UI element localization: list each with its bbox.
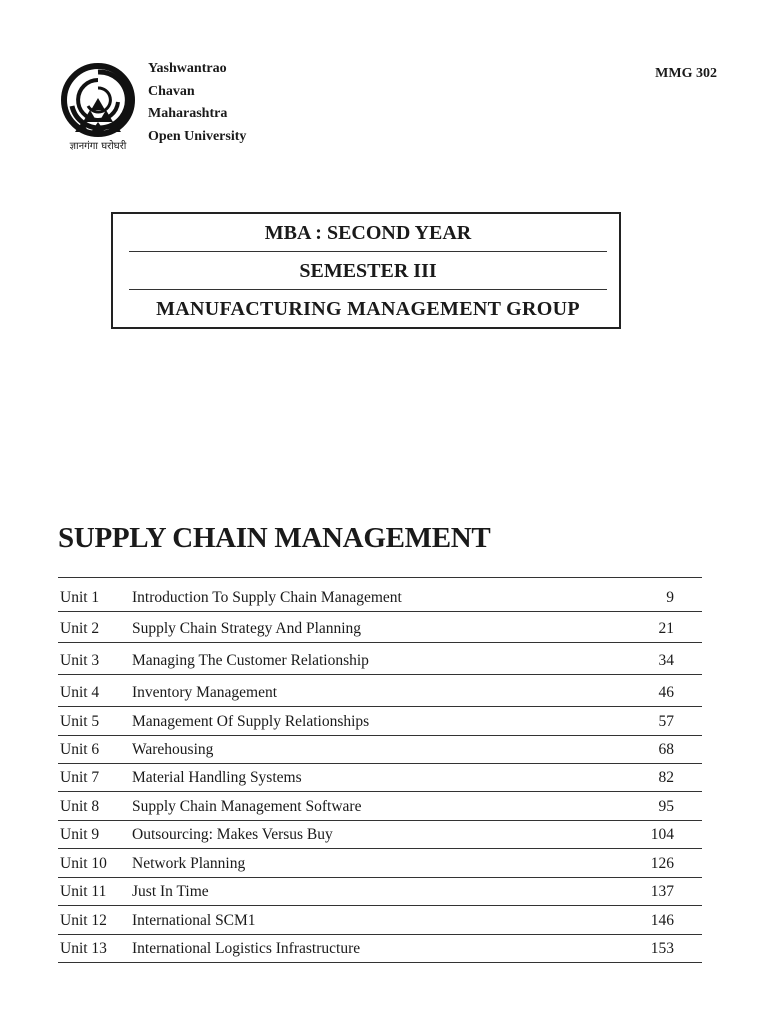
toc-page: 82 bbox=[658, 769, 674, 786]
program-box bbox=[111, 212, 621, 329]
toc-page: 153 bbox=[650, 940, 674, 957]
university-name-line: Open University bbox=[148, 128, 247, 144]
course-code: MMG 302 bbox=[655, 66, 717, 81]
toc-row bbox=[58, 643, 702, 675]
logo-caption: ज्ञानगंगा घरोघरी bbox=[69, 141, 127, 152]
toc-page: 104 bbox=[650, 826, 674, 843]
toc-unit: Unit 1 bbox=[60, 589, 100, 606]
toc-page: 137 bbox=[650, 883, 674, 900]
toc-page: 146 bbox=[650, 912, 674, 929]
toc-unit: Unit 3 bbox=[60, 652, 100, 669]
toc-unit: Unit 13 bbox=[60, 940, 107, 957]
logo-emblem-icon bbox=[60, 62, 136, 138]
toc-row bbox=[58, 675, 702, 707]
program-year: MBA : SECOND YEAR bbox=[264, 222, 472, 244]
program-group: MANUFACTURING MANAGEMENT GROUP bbox=[156, 298, 580, 320]
toc-unit: Unit 8 bbox=[60, 798, 100, 815]
toc-topic: International Logistics Infrastructure bbox=[132, 940, 361, 957]
toc-topic: Management Of Supply Relationships bbox=[132, 713, 370, 730]
toc-page: 21 bbox=[658, 620, 674, 637]
toc-unit: Unit 7 bbox=[60, 769, 100, 786]
toc-topic: Managing The Customer Relationship bbox=[132, 652, 369, 669]
toc-topic: Network Planning bbox=[132, 855, 246, 872]
document-header bbox=[60, 58, 720, 158]
program-divider bbox=[129, 289, 607, 290]
toc-row bbox=[58, 612, 702, 643]
toc-unit: Unit 12 bbox=[60, 912, 107, 929]
university-logo-icon bbox=[60, 62, 136, 154]
toc-row bbox=[58, 764, 702, 792]
university-name-line: Yashwantrao bbox=[148, 61, 227, 76]
toc-unit: Unit 6 bbox=[60, 741, 100, 758]
toc-row bbox=[58, 792, 702, 821]
toc-page: 34 bbox=[658, 652, 674, 669]
toc-topic: Supply Chain Strategy And Planning bbox=[132, 620, 362, 637]
toc-page: 126 bbox=[650, 855, 674, 872]
toc-unit: Unit 9 bbox=[60, 826, 100, 843]
toc-unit: Unit 11 bbox=[60, 883, 107, 900]
table-of-contents bbox=[58, 577, 702, 963]
toc-topic: Introduction To Supply Chain Management bbox=[132, 589, 402, 606]
toc-topic: Supply Chain Management Software bbox=[132, 798, 362, 815]
toc-row bbox=[58, 707, 702, 736]
document-title: SUPPLY CHAIN MANAGEMENT bbox=[58, 522, 491, 554]
toc-row bbox=[58, 736, 702, 764]
university-name bbox=[148, 58, 246, 148]
toc-unit: Unit 5 bbox=[60, 713, 100, 730]
toc-topic: International SCM1 bbox=[132, 912, 256, 929]
toc-topic: Just In Time bbox=[132, 883, 209, 900]
toc-page: 95 bbox=[658, 798, 674, 815]
university-name-line: Maharashtra bbox=[148, 106, 228, 121]
toc-row bbox=[58, 878, 702, 906]
toc-row bbox=[58, 578, 702, 612]
toc-row bbox=[58, 935, 702, 963]
university-name-line: Chavan bbox=[148, 83, 195, 99]
program-semester: SEMESTER III bbox=[299, 260, 437, 282]
toc-unit: Unit 2 bbox=[60, 620, 100, 637]
toc-topic: Inventory Management bbox=[132, 684, 278, 701]
toc-row bbox=[58, 821, 702, 849]
toc-unit: Unit 4 bbox=[60, 684, 100, 701]
toc-row bbox=[58, 906, 702, 935]
toc-topic: Material Handling Systems bbox=[132, 769, 302, 786]
toc-row bbox=[58, 849, 702, 878]
toc-topic: Outsourcing: Makes Versus Buy bbox=[132, 826, 333, 843]
toc-unit: Unit 10 bbox=[60, 855, 107, 872]
toc-page: 9 bbox=[666, 589, 674, 606]
toc-page: 57 bbox=[658, 713, 674, 730]
toc-page: 68 bbox=[658, 741, 674, 758]
program-divider bbox=[129, 251, 607, 252]
toc-topic: Warehousing bbox=[132, 741, 214, 758]
toc-page: 46 bbox=[658, 684, 674, 701]
